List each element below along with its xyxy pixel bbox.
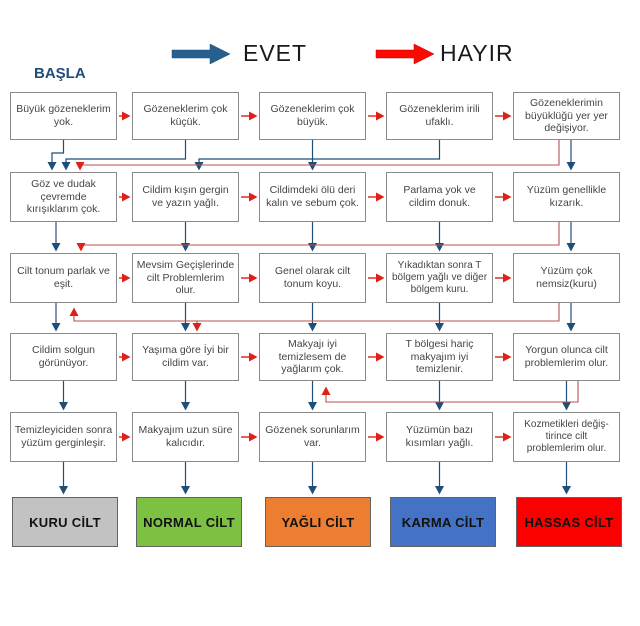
flow-box-r2c5: Yüzüm genellikle kızarık. (513, 172, 620, 222)
result-box-normal-cilt: NORMAL CİLT (136, 497, 242, 547)
result-box-yagli-cilt: YAĞLI CİLT (265, 497, 371, 547)
flow-box-r1c3: Gözeneklerim çok büyük. (259, 92, 366, 140)
flow-box-r2c4: Parlama yok ve cildim donuk. (386, 172, 493, 222)
flow-box-r2c2: Cildim kışın gergin ve yazın yağlı. (132, 172, 239, 222)
flow-box-r3c3: Genel olarak cilt tonum koyu. (259, 253, 366, 303)
flow-box-r4c3: Makyajı iyi temizlesem de yağlarım çok. (259, 333, 366, 381)
flow-box-r3c1: Cilt tonum parlak ve eşit. (10, 253, 117, 303)
flow-box-r3c4: Yıkadıktan sonra T bölgem yağlı ve diğer bölgem kuru. (386, 253, 493, 303)
flow-box-r4c4: T bölgesi hariç makyajım iyi temizlenir. (386, 333, 493, 381)
hayir-label: HAYIR (440, 40, 514, 66)
result-box-hassas-cilt: HASSAS CİLT (516, 497, 622, 547)
flow-box-r5c1: Temizleyiciden sonra yüzüm gerginleşir. (10, 412, 117, 462)
result-box-kuru-cilt: KURU CİLT (12, 497, 118, 547)
flow-box-r5c5: Kozmetikleri değiş-tirince cilt problemlerim olur. (513, 412, 620, 462)
flow-box-r1c4: Gözeneklerim irili ufaklı. (386, 92, 493, 140)
flow-box-r4c2: Yaşıma göre İyi bir cildim var. (132, 333, 239, 381)
flow-box-r1c1: Büyük gözeneklerim yok. (10, 92, 117, 140)
flow-box-r4c5: Yorgun olunca cilt problemlerim olur. (513, 333, 620, 381)
flow-box-r5c4: Yüzümün bazı kısımları yağlı. (386, 412, 493, 462)
flow-box-r1c5: Gözeneklerimin büyüklüğü yer yer değişiyor. (513, 92, 620, 140)
flow-box-r5c3: Gözenek sorunlarım var. (259, 412, 366, 462)
flow-box-r2c1: Göz ve dudak çevremde kırışıklarım çok. (10, 172, 117, 222)
evet-label: EVET (243, 40, 308, 66)
flow-box-r3c2: Mevsim Geçişlerinde cilt Problemlerim olur. (132, 253, 239, 303)
flow-box-r3c5: Yüzüm çok nemsiz(kuru) (513, 253, 620, 303)
flow-box-r4c1: Cildim solgun görünüyor. (10, 333, 117, 381)
flow-box-r1c2: Gözeneklerim çok küçük. (132, 92, 239, 140)
hayir-arrow-icon (374, 42, 438, 66)
start-label: BAŞLA (34, 65, 86, 82)
flow-box-r5c2: Makyajım uzun süre kalıcıdır. (132, 412, 239, 462)
result-box-karma-cilt: KARMA CİLT (390, 497, 496, 547)
flow-box-r2c3: Cildimdeki ölü deri kalın ve sebum çok. (259, 172, 366, 222)
evet-arrow-icon (170, 42, 234, 66)
